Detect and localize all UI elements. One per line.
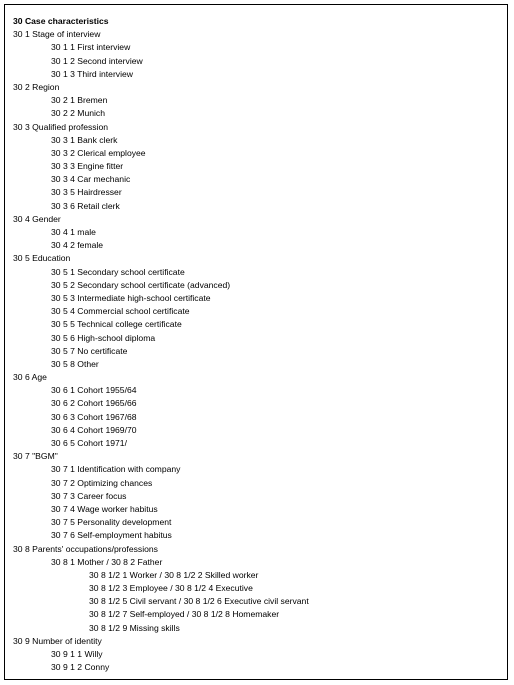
- category-item: 30 4 2 female: [51, 240, 104, 251]
- category-item: 30 5 6 High-school diploma: [51, 332, 156, 343]
- category-item: 30 5 7 No certificate: [51, 345, 128, 356]
- subcategory-item: 30 8 1/2 3 Employee / 30 8 1/2 4 Executive: [89, 583, 253, 594]
- category-item: 30 7 1 Identification with company: [51, 464, 181, 475]
- category-heading: 30 9 Number of identity: [13, 635, 102, 646]
- category-item: 30 3 5 Hairdresser: [51, 187, 122, 198]
- category-item: 30 6 4 Cohort 1969/70: [51, 424, 137, 435]
- category-item: 30 3 1 Bank clerk: [51, 134, 118, 145]
- category-item: 30 3 2 Clerical employee: [51, 147, 146, 158]
- category-item: 30 1 1 First interview: [51, 42, 131, 53]
- category-heading: 30 8 Parents' occupations/professions: [13, 543, 158, 554]
- category-item: 30 2 2 Munich: [51, 108, 105, 119]
- category-heading: 30 7 "BGM": [13, 451, 58, 462]
- category-item: 30 2 1 Bremen: [51, 95, 108, 106]
- category-item: 30 9 1 1 Willy: [51, 649, 103, 659]
- category-item: 30 5 4 Commercial school certificate: [51, 306, 190, 317]
- subcategory-item: 30 8 1/2 7 Self-employed / 30 8 1/2 8 Homemaker: [89, 609, 280, 620]
- category-item: 30 7 6 Self-employment habitus: [51, 530, 172, 541]
- category-item: 30 7 2 Optimizing chances: [51, 477, 153, 488]
- category-item: 30 9 1 2 Conny: [51, 662, 110, 673]
- category-heading: 30 4 Gender: [13, 213, 61, 224]
- category-item: 30 7 5 Personality development: [51, 517, 172, 528]
- category-item: 30 6 1 Cohort 1955/64: [51, 385, 137, 396]
- category-item: 30 4 1 male: [51, 227, 96, 237]
- subcategory-item: 30 8 1/2 1 Worker / 30 8 1/2 2 Skilled worker: [89, 569, 259, 580]
- category-heading: 30 1 Stage of interview: [13, 29, 101, 40]
- category-item: 30 1 3 Third interview: [51, 68, 134, 79]
- category-item: 30 3 3 Engine fitter: [51, 161, 124, 172]
- category-item: 30 6 2 Cohort 1965/66: [51, 398, 137, 409]
- category-item: 30 7 4 Wage worker habitus: [51, 503, 158, 514]
- document-frame: [4, 4, 508, 680]
- category-item: 30 3 4 Car mechanic: [51, 174, 131, 185]
- category-heading: 30 2 Region: [13, 81, 60, 92]
- subcategory-item: 30 8 1/2 5 Civil servant / 30 8 1/2 6 Executive civil servant: [89, 596, 309, 607]
- category-heading: 30 5 Education: [13, 253, 71, 264]
- category-item: 30 7 3 Career focus: [51, 490, 127, 501]
- category-item: 30 5 2 Secondary school certificate (advanced): [51, 279, 231, 290]
- category-item: 30 5 3 Intermediate high-school certificate: [51, 292, 211, 303]
- category-heading: 30 6 Age: [13, 372, 47, 383]
- subcategory-item: 30 8 1/2 9 Missing skills: [89, 622, 180, 633]
- category-item: 30 3 6 Retail clerk: [51, 200, 120, 211]
- document-title: 30 Case characteristics: [13, 16, 109, 26]
- code-list: [13, 15, 501, 674]
- category-item: 30 5 5 Technical college certificate: [51, 319, 182, 330]
- category-heading: 30 3 Qualified profession: [13, 121, 109, 132]
- category-item: 30 6 3 Cohort 1967/68: [51, 411, 137, 422]
- category-item: 30 5 1 Secondary school certificate: [51, 266, 185, 277]
- category-item: 30 5 8 Other: [51, 358, 99, 369]
- category-item: 30 8 1 Mother / 30 8 2 Father: [51, 556, 163, 567]
- code-lines: [13, 28, 501, 674]
- category-item: 30 1 2 Second interview: [51, 55, 143, 66]
- category-item: 30 6 5 Cohort 1971/: [51, 438, 127, 448]
